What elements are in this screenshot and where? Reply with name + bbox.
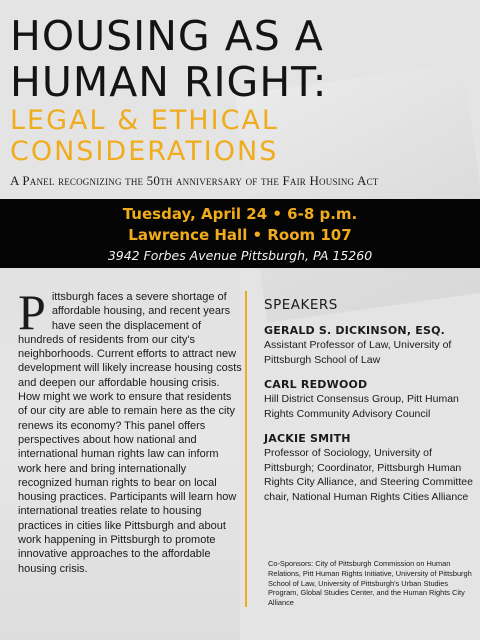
speaker-name: CARL REDWOOD	[264, 378, 368, 391]
speaker-name: JACKIE SMITH	[264, 432, 351, 445]
title-line-2: HUMAN RIGHT:	[10, 58, 328, 106]
description-paragraph	[18, 284, 242, 576]
subtitle-line-2: CONSIDERATIONS	[10, 136, 279, 167]
event-address: 3942 Forbes Avenue Pittsburgh, PA 15260	[107, 248, 373, 263]
speaker-entry	[264, 377, 474, 421]
speaker-entry	[264, 323, 474, 367]
speakers-section	[264, 297, 474, 514]
speaker-role: Professor of Sociology, University of Pittsburgh; Coordinator, Pittsburgh Human Rights City Alliance, and Steering Committee chair, National Human Rights Cities Alliance	[264, 447, 473, 503]
description-text: ittsburgh faces a severe shortage of affordable housing, and recent years have seen the displacement of hundreds of residents from our city's neighborhoods. Current efforts to attract new development will likely increase housing costs and deepen our affordable housing crisis. How might we work to ensure that residents of our city are able to remain here as the city renews its economy? This panel offers perspectives about how national and international human rights law can inform work here and bring internationally recognized human rights to bear on local housing practices. Participants will learn how international treaties relate to housing practices in cities like Pittsburgh and about work happening in Pittsburgh to promote innovative approaches to the affordable housing crisis.	[18, 291, 242, 575]
cosponsors-note: Co-Sponsors: City of Pittsburgh Commission on Human Relations, Pitt Human Rights Initiative, University of Pittsburgh School of Law, University of Pittsburgh's Urban Studies Program, Global Studies Center, and the Human Rights City Alliance	[268, 559, 472, 608]
title-line-1: HOUSING AS A	[10, 12, 324, 60]
subtitle-line-1: LEGAL & ETHICAL	[10, 105, 279, 136]
event-location: Lawrence Hall • Room 107	[128, 226, 352, 244]
panel-tagline: A Panel recognizing the 50th anniversary of the Fair Housing Act	[10, 173, 379, 188]
event-info-band	[0, 199, 480, 268]
drop-cap: P	[18, 284, 46, 340]
event-date-time: Tuesday, April 24 • 6-8 p.m.	[122, 205, 358, 223]
speakers-heading: SPEAKERS	[264, 297, 338, 313]
speaker-role: Hill District Consensus Group, Pitt Human Rights Community Advisory Council	[264, 393, 459, 420]
speaker-name: GERALD S. DICKINSON, ESQ.	[264, 324, 445, 337]
speaker-entry	[264, 431, 474, 504]
speaker-role: Assistant Professor of Law, University of Pittsburgh School of Law	[264, 339, 452, 366]
column-divider	[245, 291, 247, 607]
